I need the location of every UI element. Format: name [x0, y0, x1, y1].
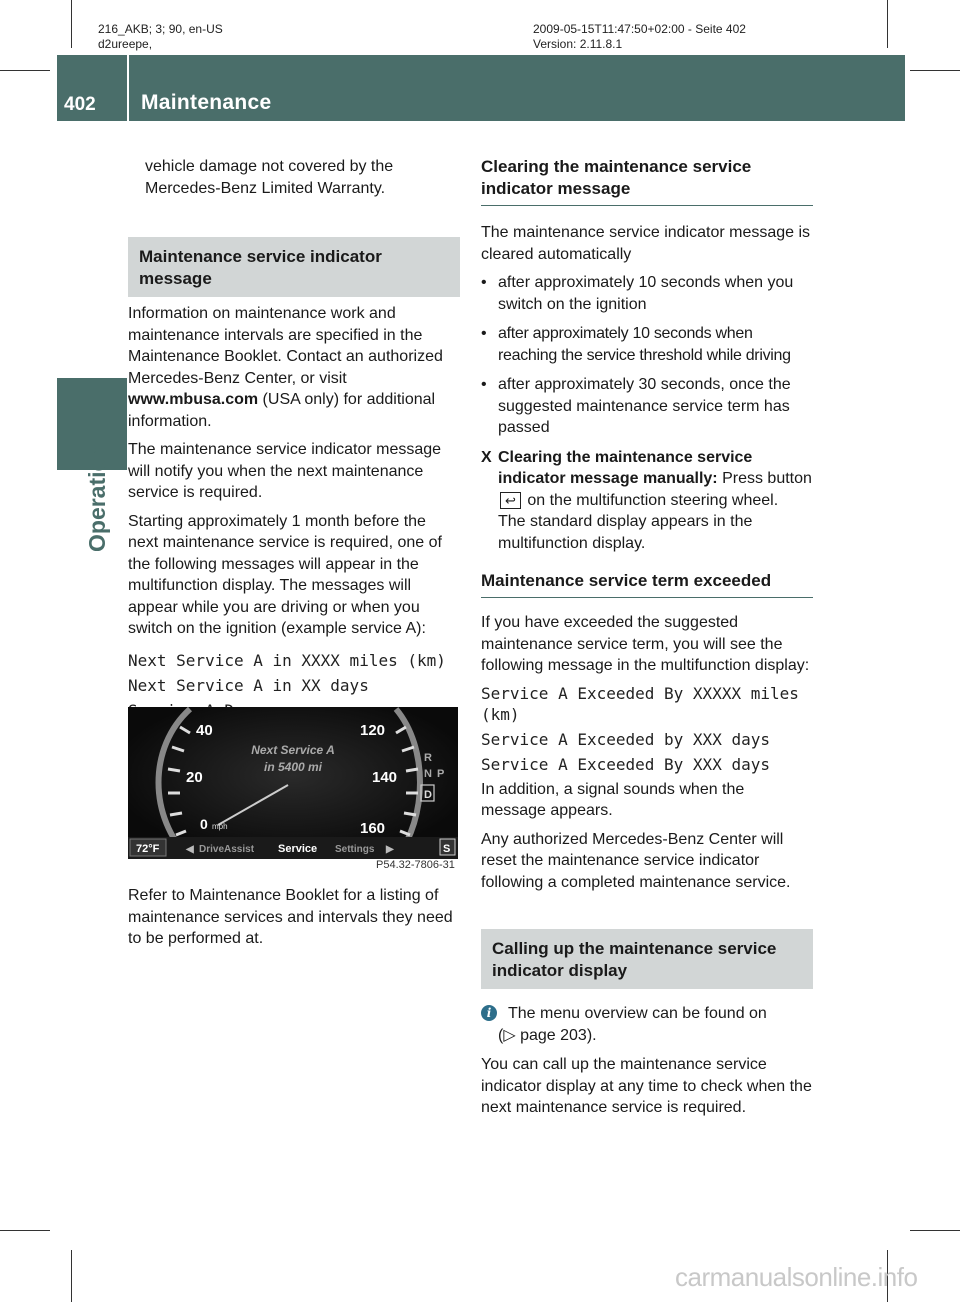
section-heading-calling-up-line-2: indicator display	[492, 961, 628, 980]
action-text-2: on the multifunction steering wheel.	[522, 491, 779, 509]
gear-n: N	[424, 768, 432, 780]
crop-mark	[887, 0, 888, 48]
gear-r: R	[424, 752, 432, 764]
right-column	[481, 156, 813, 1126]
speed-label-160: 160	[360, 820, 386, 837]
paragraph-exceeded: If you have exceeded the suggested maintenance service term, you will see the following message in the multifunction display:	[481, 614, 810, 674]
section-heading-exceeded: Maintenance service term exceeded	[481, 570, 813, 598]
info-note	[481, 1003, 813, 1046]
speed-label-0: 0	[200, 816, 208, 832]
message-line-exceeded-miles: Service A Exceeded By XXXXX miles (km)	[481, 683, 799, 724]
menu-item-driveassist: DriveAssist	[199, 844, 255, 855]
action-step	[481, 447, 813, 555]
bullet-text: after approximately 30 seconds, once the suggested maintenance service term has passed	[498, 376, 791, 436]
bullet-item	[481, 374, 813, 439]
gear-p: P	[437, 768, 445, 780]
speed-label-120: 120	[360, 722, 386, 739]
paragraph-info	[128, 303, 460, 432]
display-message-line-2: in 5400 mi	[263, 760, 323, 774]
figure-code: P54.32-7806-31	[376, 859, 455, 871]
menu-item-service: Service	[278, 843, 318, 855]
info-page-ref: (▷ page 203).	[498, 1026, 597, 1044]
message-line-days: Next Service A in XX days	[128, 675, 369, 695]
paragraph-info-start: Information on maintenance work and maintenance intervals are specified in the Maintenance Booklet. Contact an authorized Mercedes-Benz Center, or visit	[128, 305, 443, 387]
cluster-svg	[128, 707, 458, 859]
bullet-text: after approximately 10 seconds when reaching the service threshold while driving	[498, 325, 791, 364]
section-heading-indicator	[128, 237, 460, 297]
page-number: 402	[64, 94, 96, 115]
crop-mark	[71, 0, 72, 48]
paragraph-starting: Starting approximately 1 month before the next maintenance service is required, one of the following messages will appear in the multifunction display. The messages will appear while you are driving or when you switch on the ignition (example service A):	[128, 512, 442, 637]
section-heading-clearing-line-2: indicator message	[481, 179, 631, 198]
intro-text	[128, 156, 460, 199]
action-text-1: Press button	[717, 470, 812, 487]
crop-mark	[0, 1230, 50, 1231]
info-icon: i	[481, 1005, 497, 1021]
paragraph-signal: In addition, a signal sounds when the message appears.	[481, 780, 745, 819]
page-title: Maintenance	[141, 91, 272, 114]
speed-label-140: 140	[372, 769, 398, 786]
bullet-item	[481, 323, 813, 366]
info-text-1: The menu overview can be found on	[508, 1005, 767, 1022]
action-result: The standard display appears in the multifunction display.	[498, 513, 753, 552]
bullet-item	[481, 272, 813, 315]
speed-unit: mph	[212, 822, 228, 831]
crop-mark	[0, 70, 50, 71]
left-column	[128, 156, 460, 725]
message-line-miles: Next Service A in XXXX miles (km)	[128, 650, 446, 670]
menu-item-settings: Settings	[335, 844, 375, 855]
header-separator	[127, 55, 129, 121]
print-meta-left	[98, 22, 223, 52]
section-heading-calling-up	[481, 929, 813, 989]
outside-temp: 72°F	[136, 843, 160, 855]
mbusa-link[interactable]: www.mbusa.com	[128, 391, 259, 408]
paragraph-info-end: (USA only) for additional information.	[128, 391, 436, 430]
section-heading-clearing	[481, 156, 813, 206]
menu-left-arrow: ◀	[186, 844, 194, 855]
left-column-bottom	[128, 885, 460, 957]
message-line-exceeded-days-alt: Service A Exceeded By XXX days	[481, 754, 770, 774]
display-message-line-1: Next Service A	[251, 743, 335, 757]
instrument-cluster-figure	[128, 707, 458, 859]
menu-right-arrow: ▶	[386, 844, 394, 855]
watermark: carmanualsonline.info	[675, 1262, 918, 1292]
speed-label-40: 40	[196, 722, 213, 739]
paragraph-cleared: The maintenance service indicator message is cleared automatically	[481, 224, 811, 263]
speed-label-20: 20	[186, 769, 203, 786]
intro-line-2: Mercedes-Benz Limited Warranty.	[145, 179, 386, 197]
paragraph-booklet: Refer to Maintenance Booklet for a listing of maintenance services and intervals they need to be performed at.	[128, 887, 453, 947]
message-line-exceeded-days: Service A Exceeded by XXX days	[481, 729, 770, 749]
s-badge: S	[443, 843, 451, 855]
bullet-text: after approximately 10 seconds when you switch on the ignition	[498, 274, 794, 313]
bullet-glyph: •	[481, 274, 487, 291]
print-meta-left-line2: d2ureepe,	[98, 37, 153, 51]
side-label-text: Operation	[84, 443, 110, 552]
section-heading-clearing-line-1: Clearing the maintenance service	[481, 157, 752, 176]
section-heading-line-1: Maintenance service indicator	[139, 247, 382, 266]
print-meta-right	[533, 22, 746, 52]
section-heading-calling-up-line-1: Calling up the maintenance service	[492, 939, 777, 958]
paragraph-reset: Any authorized Mercedes-Benz Center will reset the maintenance service indicator following a completed maintenance service.	[481, 830, 791, 891]
back-button-icon: ↩	[500, 492, 521, 509]
action-title: Clearing the maintenance service indicator message manually:	[498, 448, 753, 487]
bullet-glyph: •	[481, 376, 487, 393]
paragraph-call-up: You can call up the maintenance service indicator display at any time to check when the next maintenance service is required.	[481, 1056, 812, 1116]
intro-line-1: vehicle damage not covered by the	[145, 158, 394, 175]
print-meta-right-line1: 2009-05-15T11:47:50+02:00 - Seite 402	[533, 22, 746, 36]
paragraph-notify: The maintenance service indicator message will notify you when the next maintenance service is required.	[128, 441, 442, 501]
print-meta-left-line1: 216_AKB; 3; 90, en-US	[98, 22, 223, 36]
print-meta-right-line2: Version: 2.11.8.1	[533, 37, 623, 51]
gear-d: D	[424, 789, 432, 801]
action-arrow-icon: X	[481, 448, 492, 466]
section-heading-line-2: message	[139, 269, 212, 288]
crop-mark	[71, 1250, 72, 1302]
crop-mark	[910, 1230, 960, 1231]
bullet-glyph: •	[481, 325, 487, 342]
crop-mark	[910, 70, 960, 71]
